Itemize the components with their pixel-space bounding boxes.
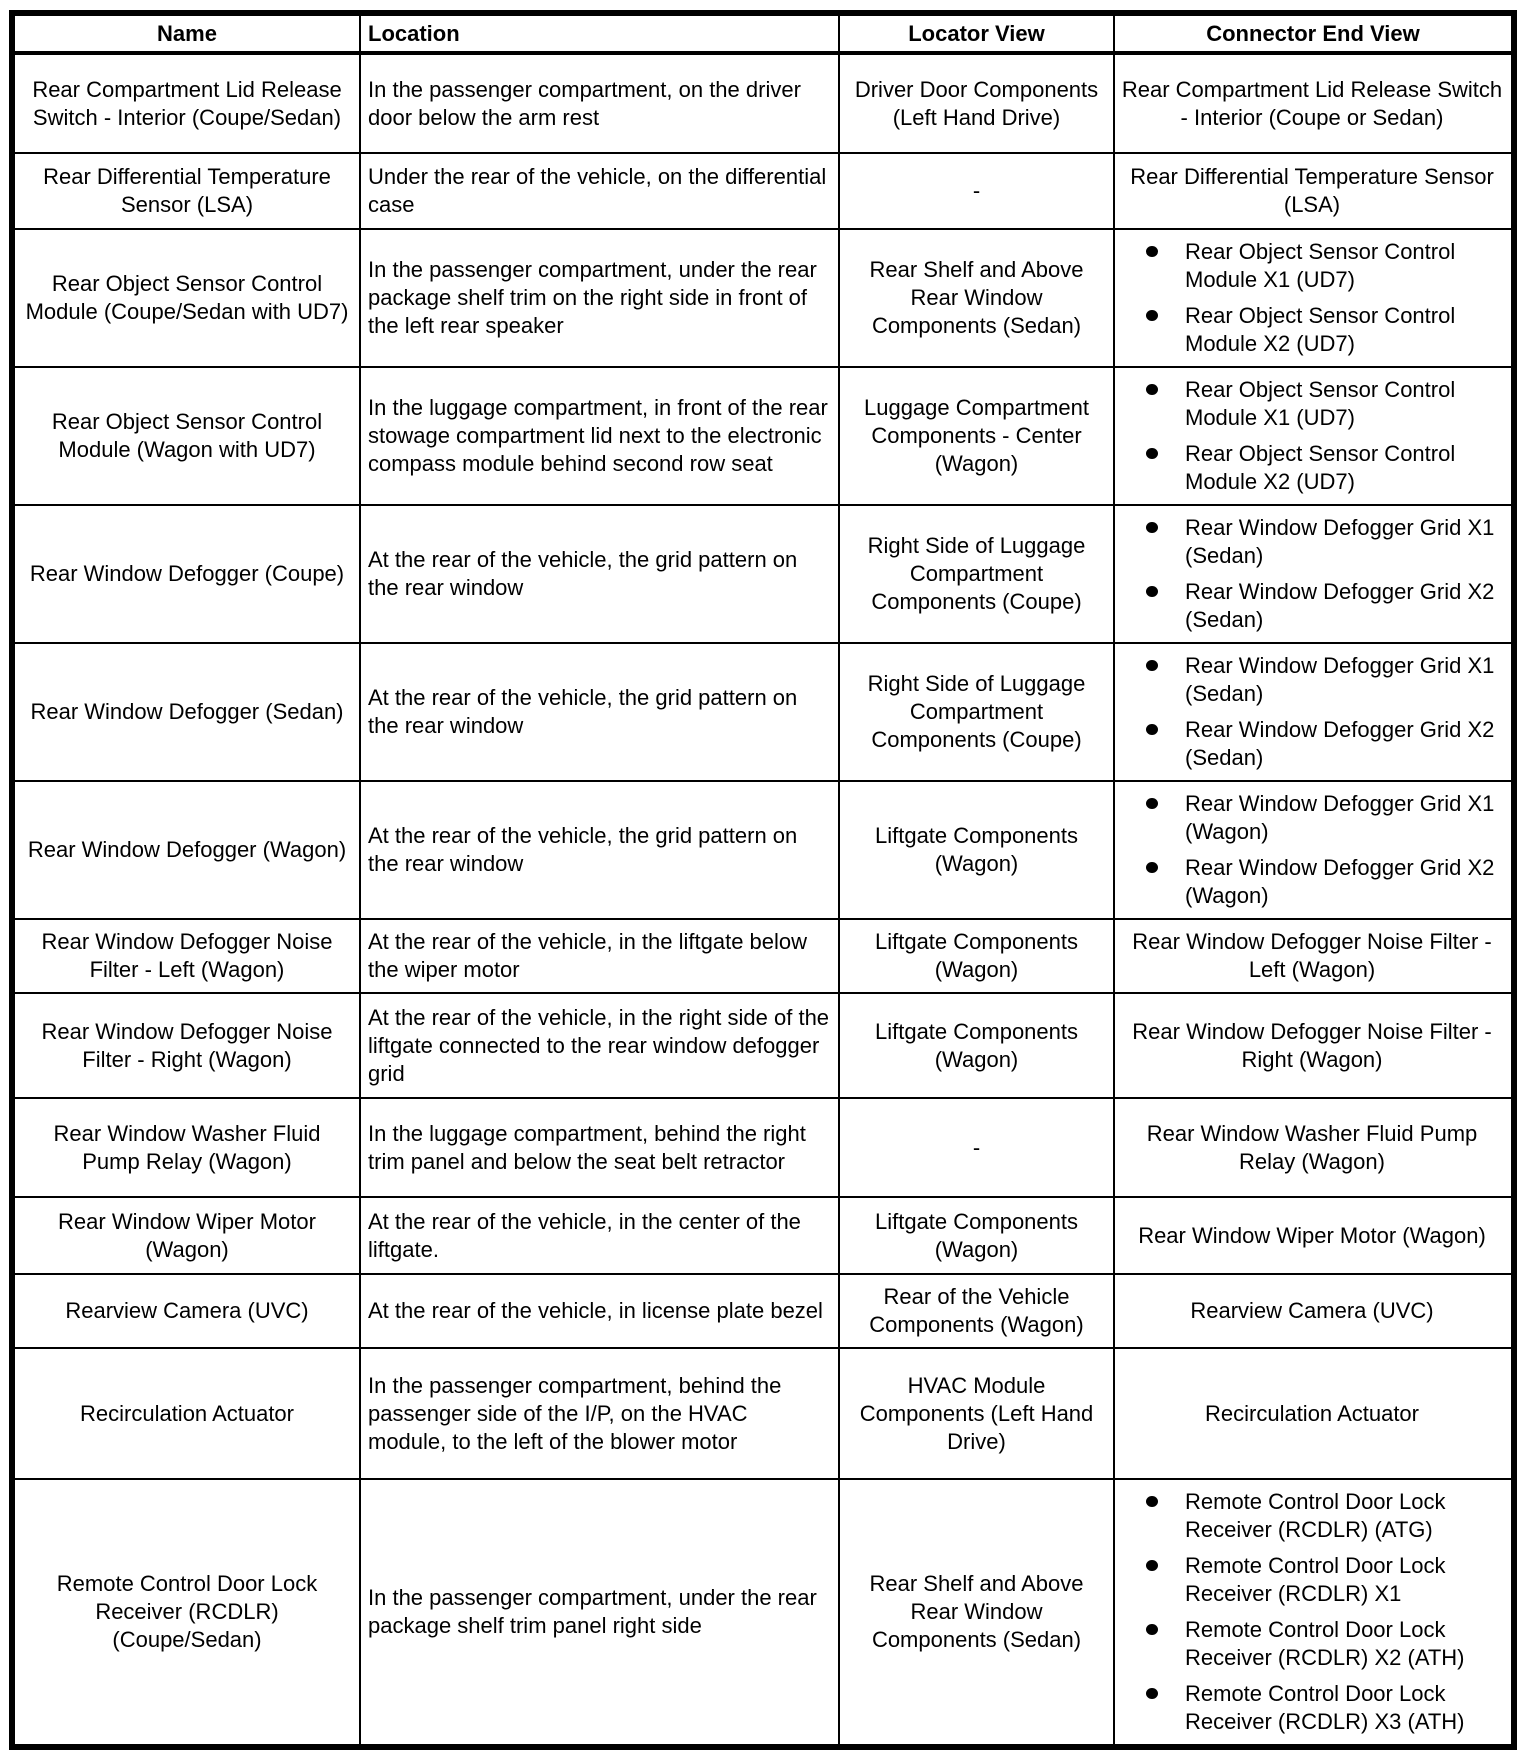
connector-item-label: Rear Differential Temperature Sensor (LSA)	[1130, 164, 1494, 217]
location-cell: In the passenger compartment, on the driver door below the arm rest	[360, 53, 839, 153]
connector-end-view-cell	[1114, 153, 1514, 229]
name-cell: Rearview Camera (UVC)	[12, 1274, 360, 1348]
name-cell: Rear Window Washer Fluid Pump Relay (Wagon)	[12, 1098, 360, 1197]
connector-item-label: Rear Window Washer Fluid Pump Relay (Wagon)	[1146, 1120, 1478, 1174]
connector-list-item	[1143, 652, 1503, 708]
table-row	[12, 153, 1514, 229]
bullet-icon	[1146, 1560, 1158, 1571]
name-cell: Rear Object Sensor Control Module (Coupe/Sedan with UD7)	[12, 229, 360, 367]
location-cell: In the passenger compartment, under the rear package shelf trim panel right side	[360, 1479, 839, 1747]
bullet-icon	[1146, 862, 1158, 873]
name-cell: Recirculation Actuator	[12, 1348, 360, 1479]
name-cell: Rear Differential Temperature Sensor (LSA)	[12, 153, 360, 229]
connector-list-item	[1143, 376, 1503, 432]
table-row	[12, 643, 1514, 781]
connector-end-view-cell	[1114, 367, 1514, 505]
connector-end-view-cell	[1114, 1479, 1514, 1747]
table-row	[12, 919, 1514, 993]
connector-end-view-cell	[1114, 53, 1514, 153]
component-location-table	[9, 10, 1517, 1750]
connector-list	[1121, 1488, 1503, 1736]
locator-view-cell: -	[839, 1098, 1114, 1197]
connector-item-label: Rear Window Defogger Noise Filter - Right (Wagon)	[1132, 1018, 1492, 1072]
connector-end-view-cell	[1114, 1274, 1514, 1348]
connector-list	[1121, 514, 1503, 634]
connector-end-view-cell	[1114, 643, 1514, 781]
location-cell: At the rear of the vehicle, in the right side of the liftgate connected to the rear window defogger grid	[360, 993, 839, 1098]
connector-item-label: Recirculation Actuator	[1205, 1400, 1419, 1426]
header-row	[12, 13, 1514, 53]
bullet-icon	[1146, 384, 1158, 395]
connector-end-view-cell	[1114, 505, 1514, 643]
name-cell: Rear Window Defogger Noise Filter - Left (Wagon)	[12, 919, 360, 993]
connector-list-item	[1143, 238, 1503, 294]
connector-item-label: Rear Object Sensor Control Module X2 (UD7)	[1185, 303, 1456, 356]
locator-view-cell: Right Side of Luggage Compartment Components (Coupe)	[839, 643, 1114, 781]
connector-item-label: Rear Window Defogger Grid X1 (Sedan)	[1185, 515, 1495, 568]
location-cell: At the rear of the vehicle, in the center of the liftgate.	[360, 1197, 839, 1274]
table-row	[12, 367, 1514, 505]
table-row	[12, 1098, 1514, 1197]
column-header-locator-view: Locator View	[839, 13, 1114, 53]
connector-item-label: Remote Control Door Lock Receiver (RCDLR) (ATG)	[1185, 1489, 1446, 1542]
location-cell: In the luggage compartment, behind the right trim panel and below the seat belt retractor	[360, 1098, 839, 1197]
bullet-icon	[1146, 1496, 1158, 1507]
locator-view-cell: Liftgate Components (Wagon)	[839, 781, 1114, 919]
connector-item-label: Rear Window Defogger Grid X2 (Sedan)	[1185, 717, 1495, 770]
connector-end-view-cell	[1114, 1197, 1514, 1274]
location-cell: Under the rear of the vehicle, on the differential case	[360, 153, 839, 229]
location-cell: At the rear of the vehicle, in license plate bezel	[360, 1274, 839, 1348]
bullet-icon	[1146, 310, 1158, 321]
connector-item-label: Rear Object Sensor Control Module X2 (UD7)	[1185, 441, 1456, 494]
name-cell: Rear Window Wiper Motor (Wagon)	[12, 1197, 360, 1274]
connector-list-item	[1143, 790, 1503, 846]
table-body	[12, 53, 1514, 1747]
locator-view-cell: Rear Shelf and Above Rear Window Components (Sedan)	[839, 1479, 1114, 1747]
connector-list-item	[1143, 578, 1503, 634]
bullet-icon	[1146, 448, 1158, 459]
connector-list	[1121, 652, 1503, 772]
name-cell: Rear Object Sensor Control Module (Wagon with UD7)	[12, 367, 360, 505]
name-cell: Rear Window Defogger Noise Filter - Right (Wagon)	[12, 993, 360, 1098]
location-cell: At the rear of the vehicle, the grid pattern on the rear window	[360, 505, 839, 643]
connector-item-label: Rear Window Defogger Grid X2 (Sedan)	[1185, 579, 1495, 632]
connector-item-label: Rear Window Wiper Motor (Wagon)	[1138, 1222, 1486, 1248]
bullet-icon	[1146, 798, 1158, 809]
locator-view-cell: -	[839, 153, 1114, 229]
locator-view-cell: Right Side of Luggage Compartment Components (Coupe)	[839, 505, 1114, 643]
name-cell: Rear Window Defogger (Wagon)	[12, 781, 360, 919]
location-cell: In the passenger compartment, under the rear package shelf trim on the right side in front of the left rear speaker	[360, 229, 839, 367]
connector-list-item	[1143, 716, 1503, 772]
table-row	[12, 53, 1514, 153]
connector-item-label: Remote Control Door Lock Receiver (RCDLR) X3 (ATH)	[1185, 1681, 1465, 1734]
connector-end-view-cell	[1114, 781, 1514, 919]
column-header-connector-end-view: Connector End View	[1114, 13, 1514, 53]
location-cell: In the passenger compartment, behind the passenger side of the I/P, on the HVAC module, to the left of the blower motor	[360, 1348, 839, 1479]
connector-end-view-cell	[1114, 993, 1514, 1098]
connector-item-label: Rear Compartment Lid Release Switch - Interior (Coupe or Sedan)	[1121, 76, 1503, 130]
location-cell: In the luggage compartment, in front of the rear stowage compartment lid next to the electronic compass module behind second row seat	[360, 367, 839, 505]
bullet-icon	[1146, 1624, 1158, 1635]
table-row	[12, 781, 1514, 919]
connector-end-view-cell	[1114, 1348, 1514, 1479]
connector-list-item	[1143, 1552, 1503, 1608]
connector-list-item	[1143, 514, 1503, 570]
connector-end-view-cell	[1114, 1098, 1514, 1197]
name-cell: Rear Window Defogger (Coupe)	[12, 505, 360, 643]
connector-end-view-cell	[1114, 919, 1514, 993]
table-row	[12, 1274, 1514, 1348]
name-cell: Remote Control Door Lock Receiver (RCDLR) (Coupe/Sedan)	[12, 1479, 360, 1747]
column-header-location: Location	[360, 13, 839, 53]
connector-item-label: Rear Object Sensor Control Module X1 (UD7)	[1185, 239, 1456, 292]
name-cell: Rear Window Defogger (Sedan)	[12, 643, 360, 781]
locator-view-cell: Liftgate Components (Wagon)	[839, 993, 1114, 1098]
bullet-icon	[1146, 522, 1158, 533]
bullet-icon	[1146, 246, 1158, 257]
connector-list	[1121, 376, 1503, 496]
connector-end-view-cell	[1114, 229, 1514, 367]
connector-list-item	[1143, 440, 1503, 496]
table-row	[12, 505, 1514, 643]
location-cell: At the rear of the vehicle, in the liftgate below the wiper motor	[360, 919, 839, 993]
locator-view-cell: Liftgate Components (Wagon)	[839, 1197, 1114, 1274]
bullet-icon	[1146, 586, 1158, 597]
table-row	[12, 993, 1514, 1098]
bullet-icon	[1146, 1688, 1158, 1699]
table-row	[12, 229, 1514, 367]
connector-list	[1121, 238, 1503, 358]
bullet-icon	[1146, 660, 1158, 671]
column-header-name: Name	[12, 13, 360, 53]
locator-view-cell: Luggage Compartment Components - Center (Wagon)	[839, 367, 1114, 505]
connector-item-label: Rear Object Sensor Control Module X1 (UD7)	[1185, 377, 1456, 430]
name-cell: Rear Compartment Lid Release Switch - Interior (Coupe/Sedan)	[12, 53, 360, 153]
connector-list-item	[1143, 302, 1503, 358]
location-cell: At the rear of the vehicle, the grid pattern on the rear window	[360, 781, 839, 919]
locator-view-cell: Driver Door Components (Left Hand Drive)	[839, 53, 1114, 153]
locator-view-cell: Rear of the Vehicle Components (Wagon)	[839, 1274, 1114, 1348]
connector-list-item	[1143, 1488, 1503, 1544]
location-cell: At the rear of the vehicle, the grid pattern on the rear window	[360, 643, 839, 781]
connector-item-label: Remote Control Door Lock Receiver (RCDLR) X1	[1185, 1553, 1446, 1606]
table-header	[12, 13, 1514, 53]
connector-item-label: Rear Window Defogger Grid X1 (Wagon)	[1185, 791, 1495, 844]
connector-item-label: Remote Control Door Lock Receiver (RCDLR) X2 (ATH)	[1185, 1617, 1465, 1670]
connector-list-item	[1143, 854, 1503, 910]
table-row	[12, 1197, 1514, 1274]
connector-item-label: Rear Window Defogger Noise Filter - Left (Wagon)	[1132, 929, 1492, 982]
locator-view-cell: Liftgate Components (Wagon)	[839, 919, 1114, 993]
connector-list-item	[1143, 1616, 1503, 1672]
connector-item-label: Rear Window Defogger Grid X1 (Sedan)	[1185, 653, 1495, 706]
connector-list-item	[1143, 1680, 1503, 1736]
bullet-icon	[1146, 724, 1158, 735]
locator-view-cell: Rear Shelf and Above Rear Window Components (Sedan)	[839, 229, 1114, 367]
connector-list	[1121, 790, 1503, 910]
connector-item-label: Rearview Camera (UVC)	[1190, 1298, 1434, 1323]
table-row	[12, 1348, 1514, 1479]
connector-item-label: Rear Window Defogger Grid X2 (Wagon)	[1185, 855, 1495, 908]
table-row	[12, 1479, 1514, 1747]
locator-view-cell: HVAC Module Components (Left Hand Drive)	[839, 1348, 1114, 1479]
